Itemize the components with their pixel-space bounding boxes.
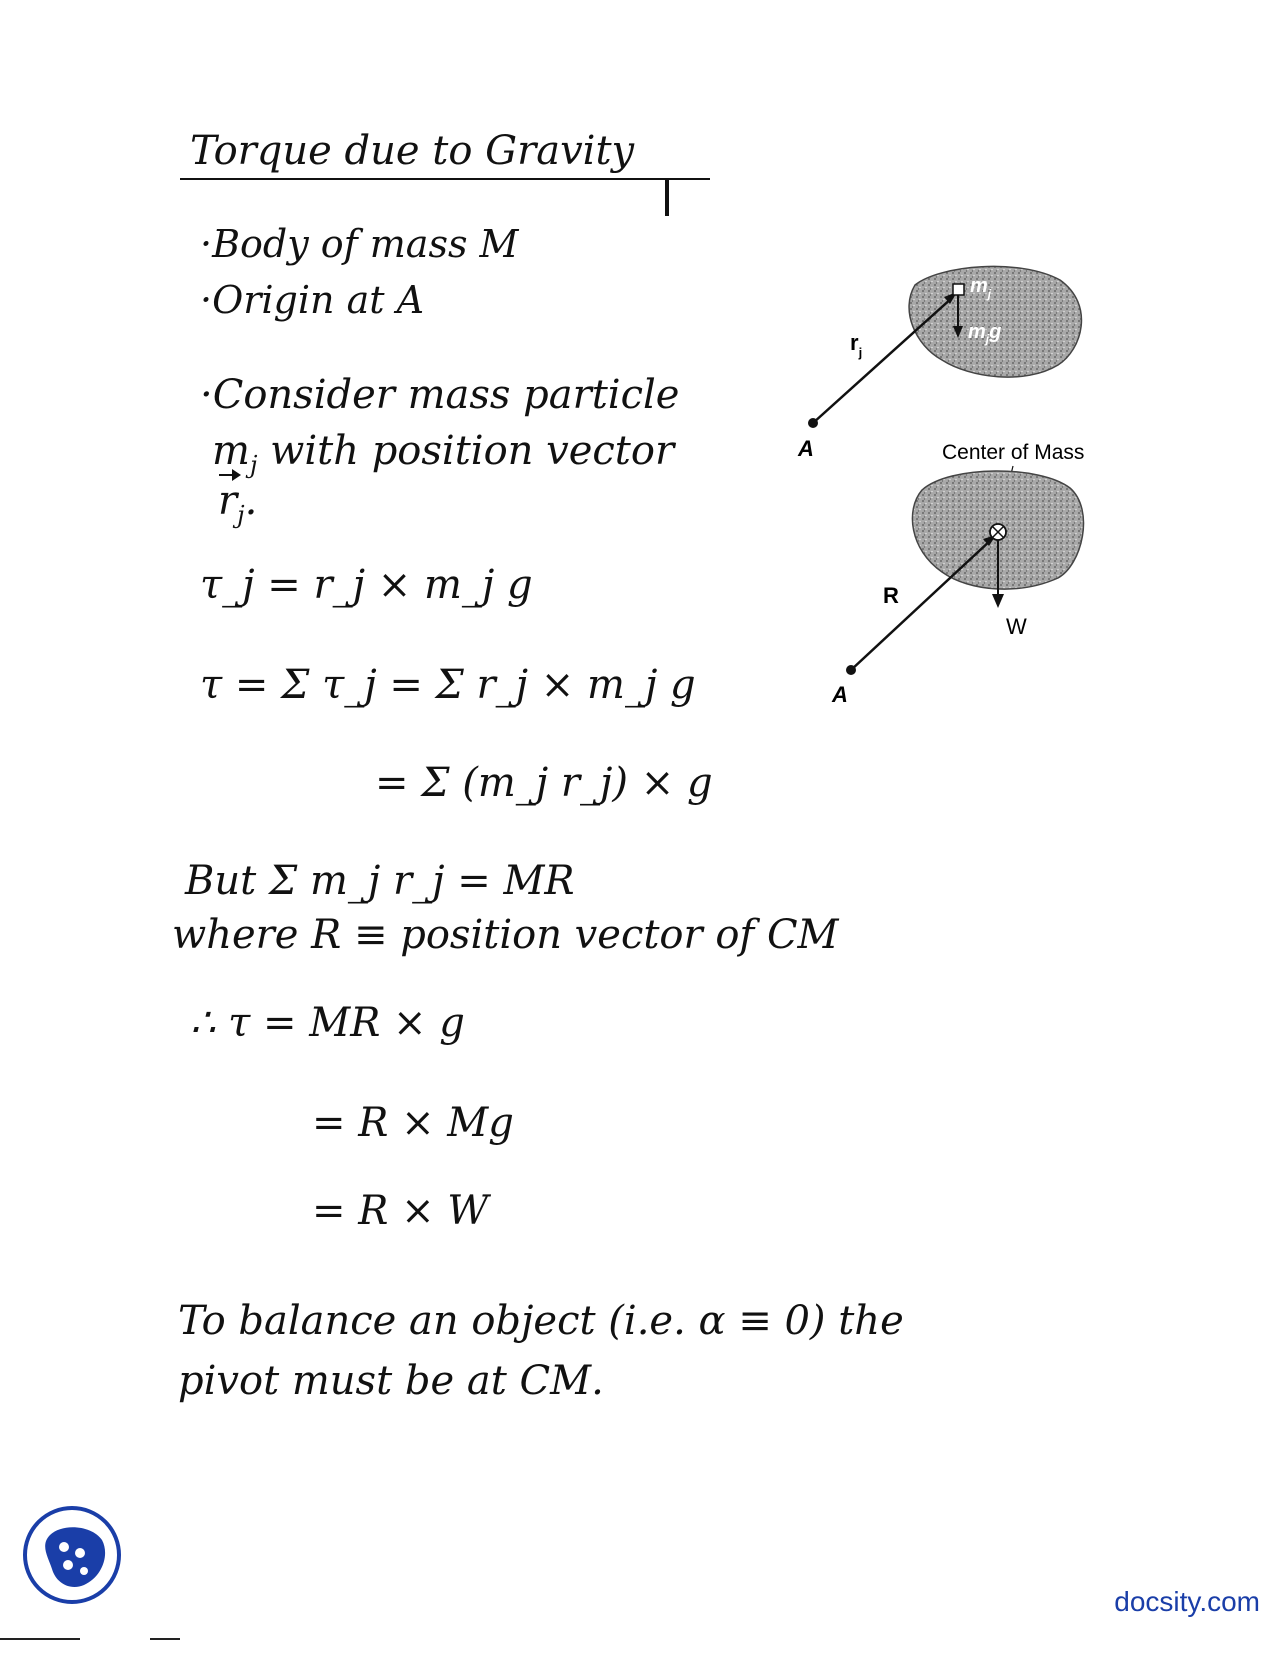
equation-cm-definition: But Σ m_j r_j = MR [185, 858, 575, 904]
equation-r-cross-w: = R × W [312, 1188, 489, 1234]
torque-diagram [798, 260, 1150, 720]
label-center-of-mass: Center of Mass [942, 441, 1085, 464]
equation-torque-sum: τ = Σ τ_j = Σ r_j × m_j g [200, 662, 696, 708]
equation-torque-regroup: = Σ (m_j r_j) × g [375, 760, 713, 806]
balance-line-2: pivot must be at CM. [178, 1358, 604, 1404]
bullet-mass: ·Body of mass M [200, 222, 519, 266]
consider-line-1: ·Consider mass particle [200, 372, 680, 418]
position-vector-rj [813, 297, 953, 423]
label-origin-a-bottom: A [832, 682, 848, 707]
page-title: Torque due to Gravity [190, 128, 635, 174]
footer-rule-mid [150, 1638, 180, 1640]
equation-r-cross-mg: = R × Mg [312, 1100, 514, 1146]
position-vector-R [851, 539, 992, 670]
equation-torque-particle: τ_j = r_j × m_j g [200, 562, 533, 608]
balance-line-1: To balance an object (i.e. α ≡ 0) the [178, 1298, 904, 1344]
docsity-logo-icon [22, 1505, 122, 1605]
position-vector-subscript: j [237, 501, 245, 529]
equation-therefore: ∴ τ = MR × g [190, 1000, 465, 1046]
label-W: W [1006, 614, 1027, 639]
label-rj: $r_j$ [850, 330, 863, 360]
W-arrowhead [992, 594, 1004, 608]
origin-point-top [808, 418, 818, 428]
mass-subscript: j [249, 451, 258, 479]
consider-line-2 [212, 428, 674, 479]
footer-rule-left [0, 1638, 80, 1640]
mass-symbol: m [212, 428, 250, 474]
consider-line-2-text: with position vector [257, 428, 675, 474]
title-underline-hook [665, 180, 669, 216]
consider-line-3-text: . [244, 478, 258, 524]
consider-line-3 [218, 478, 257, 529]
bullet-origin: ·Origin at A [200, 278, 425, 322]
position-vector-symbol: r [218, 478, 238, 524]
cm-explanation: where R ≡ position vector of CM [172, 912, 839, 958]
label-mjg: $m_jg$ [968, 321, 1002, 346]
label-R: R [883, 583, 899, 608]
origin-point-bottom [846, 665, 856, 675]
label-mj: $m_j$ [970, 275, 992, 301]
mass-particle [953, 284, 964, 295]
title-underline [180, 178, 710, 180]
label-origin-a-top: A [798, 436, 814, 461]
watermark-docsity: docsity.com [1114, 1586, 1260, 1617]
